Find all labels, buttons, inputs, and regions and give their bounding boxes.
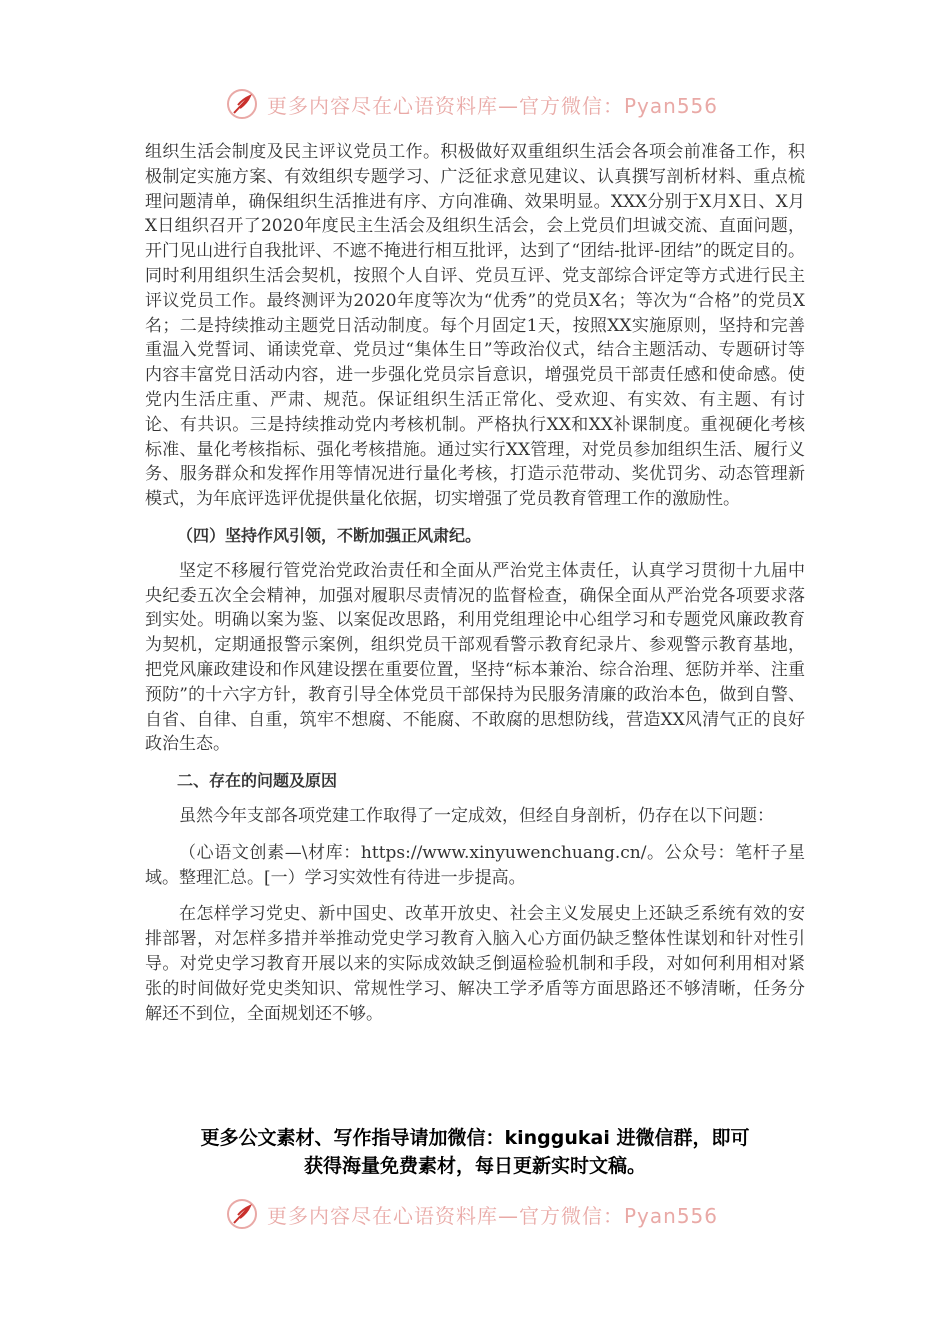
paragraph-4: （心语文创素—\材库：https://www.xinyuwenchuang.cn/。公众号：笔杆子星域。整理汇总。[一）学习实效性有待进一步提高。 (145, 842, 805, 888)
paragraph-1: 组织生活会制度及民主评议党员工作。积极做好双重组织生活会各项会前准备工作，积极制定实施方案、有效组织专题学习、广泛征求意见建议、认真撰写剖析材料、重点梳理问题清单，确保组织生活推进有序、方向准确、效果明显。XXX分别于X月X日、X月X日组织召开了2020年度民主生活会及组织生活会，会上党员们坦诚交流、直面问题，开门见山进行自我批评、不遮不掩进行相互批评，达到了“团结-批评-团结”的既定目的。同时利用组织生活会契机，按照个人自评、党员互评、党支部综合评定等方式进行民主评议党员工作。最终测评为2020年度等次为“优秀”的党员X名；等次为“合格”的党员X名；二是持续推动主题党日活动制度。每个月固定1天，按照XX实施原则，坚持和完善重温入党誓词、诵读党章、党员过“集体生日”等政治仪式，结合主题活动、专题研讨等内容丰富党日活动内容，进一步强化党员宗旨意识，增强党员干部责任感和使命感。使党内生活庄重、严肃、规范。保证组织生活正常化、受欢迎、有实效、有主题、有讨论、有共识。三是持续推动党内考核机制。严格执行XX和XX补课制度。重视硬化考核标准、量化考核指标、强化考核措施。通过实行XX管理，对党员参加组织生活、履行义务、服务群众和发挥作用等情况进行量化考核，打造示范带动、奖优罚劣、动态管理新模式，为年底评选评优提供量化依据，切实增强了党员教育管理工作的激励性。 (145, 142, 805, 510)
watermark-header (225, 84, 718, 124)
promo-line-1: 更多公文素材、写作指导请加微信：kinggukai 进微信群，即可 (200, 1127, 750, 1149)
document-body (145, 140, 805, 1026)
paragraph-2: 坚定不移履行管党治党政治责任和全面从严治党主体责任，认真学习贯彻十九届中央纪委五次全会精神，加强对履职尽责情况的监督检查，确保全面从严治党各项要求落到实处。明确以案为鉴、以案促改思路，利用党组理论中心组学习和专题党风廉政教育为契机，定期通报警示案例，组织党员干部观看警示教育纪录片、参观警示教育基地，把党风廉政建设和作风建设摆在重要位置，坚持“标本兼治、综合治理、惩防并举、注重预防”的十六字方针，教育引导全体党员干部保持为民服务清廉的政治本色，做到自警、自省、自律、自重，筑牢不想腐、不能腐、不敢腐的思想防线，营造XX风清气正的良好政治生态。 (145, 560, 805, 755)
watermark-text: 更多内容尽在心语资料库—官方微信：Pyan556 (267, 1203, 719, 1228)
feather-logo-icon (225, 87, 259, 121)
section-heading-4: （四）坚持作风引领，不断加强正风肃纪。 (177, 525, 482, 545)
watermark-footer (225, 1194, 718, 1234)
paragraph-5: 在怎样学习党史、新中国史、改革开放史、社会主义发展史上还缺乏系统有效的安排部署，对怎样多措并举推动党史学习教育入脑入心方面仍缺乏整体性谋划和针对性引导。对党史学习教育开展以来的实际成效缺乏倒逼检验机制和手段，对如何利用相对紧张的时间做好党史类知识、常规性学习、解决工学矛盾等方面思路还不够清晰，任务分解还不到位，全面规划还不够。 (145, 904, 805, 1024)
section-heading-2: 二、存在的问题及原因 (177, 771, 338, 791)
watermark-text: 更多内容尽在心语资料库—官方微信：Pyan556 (267, 93, 719, 118)
promo-line-2: 获得海量免费素材，每日更新实时文稿。 (303, 1155, 646, 1177)
promo-notice (145, 1124, 805, 1180)
feather-logo-icon (225, 1197, 259, 1231)
paragraph-3: 虽然今年支部各项党建工作取得了一定成效，但经自身剖析，仍存在以下问题： (179, 805, 774, 826)
